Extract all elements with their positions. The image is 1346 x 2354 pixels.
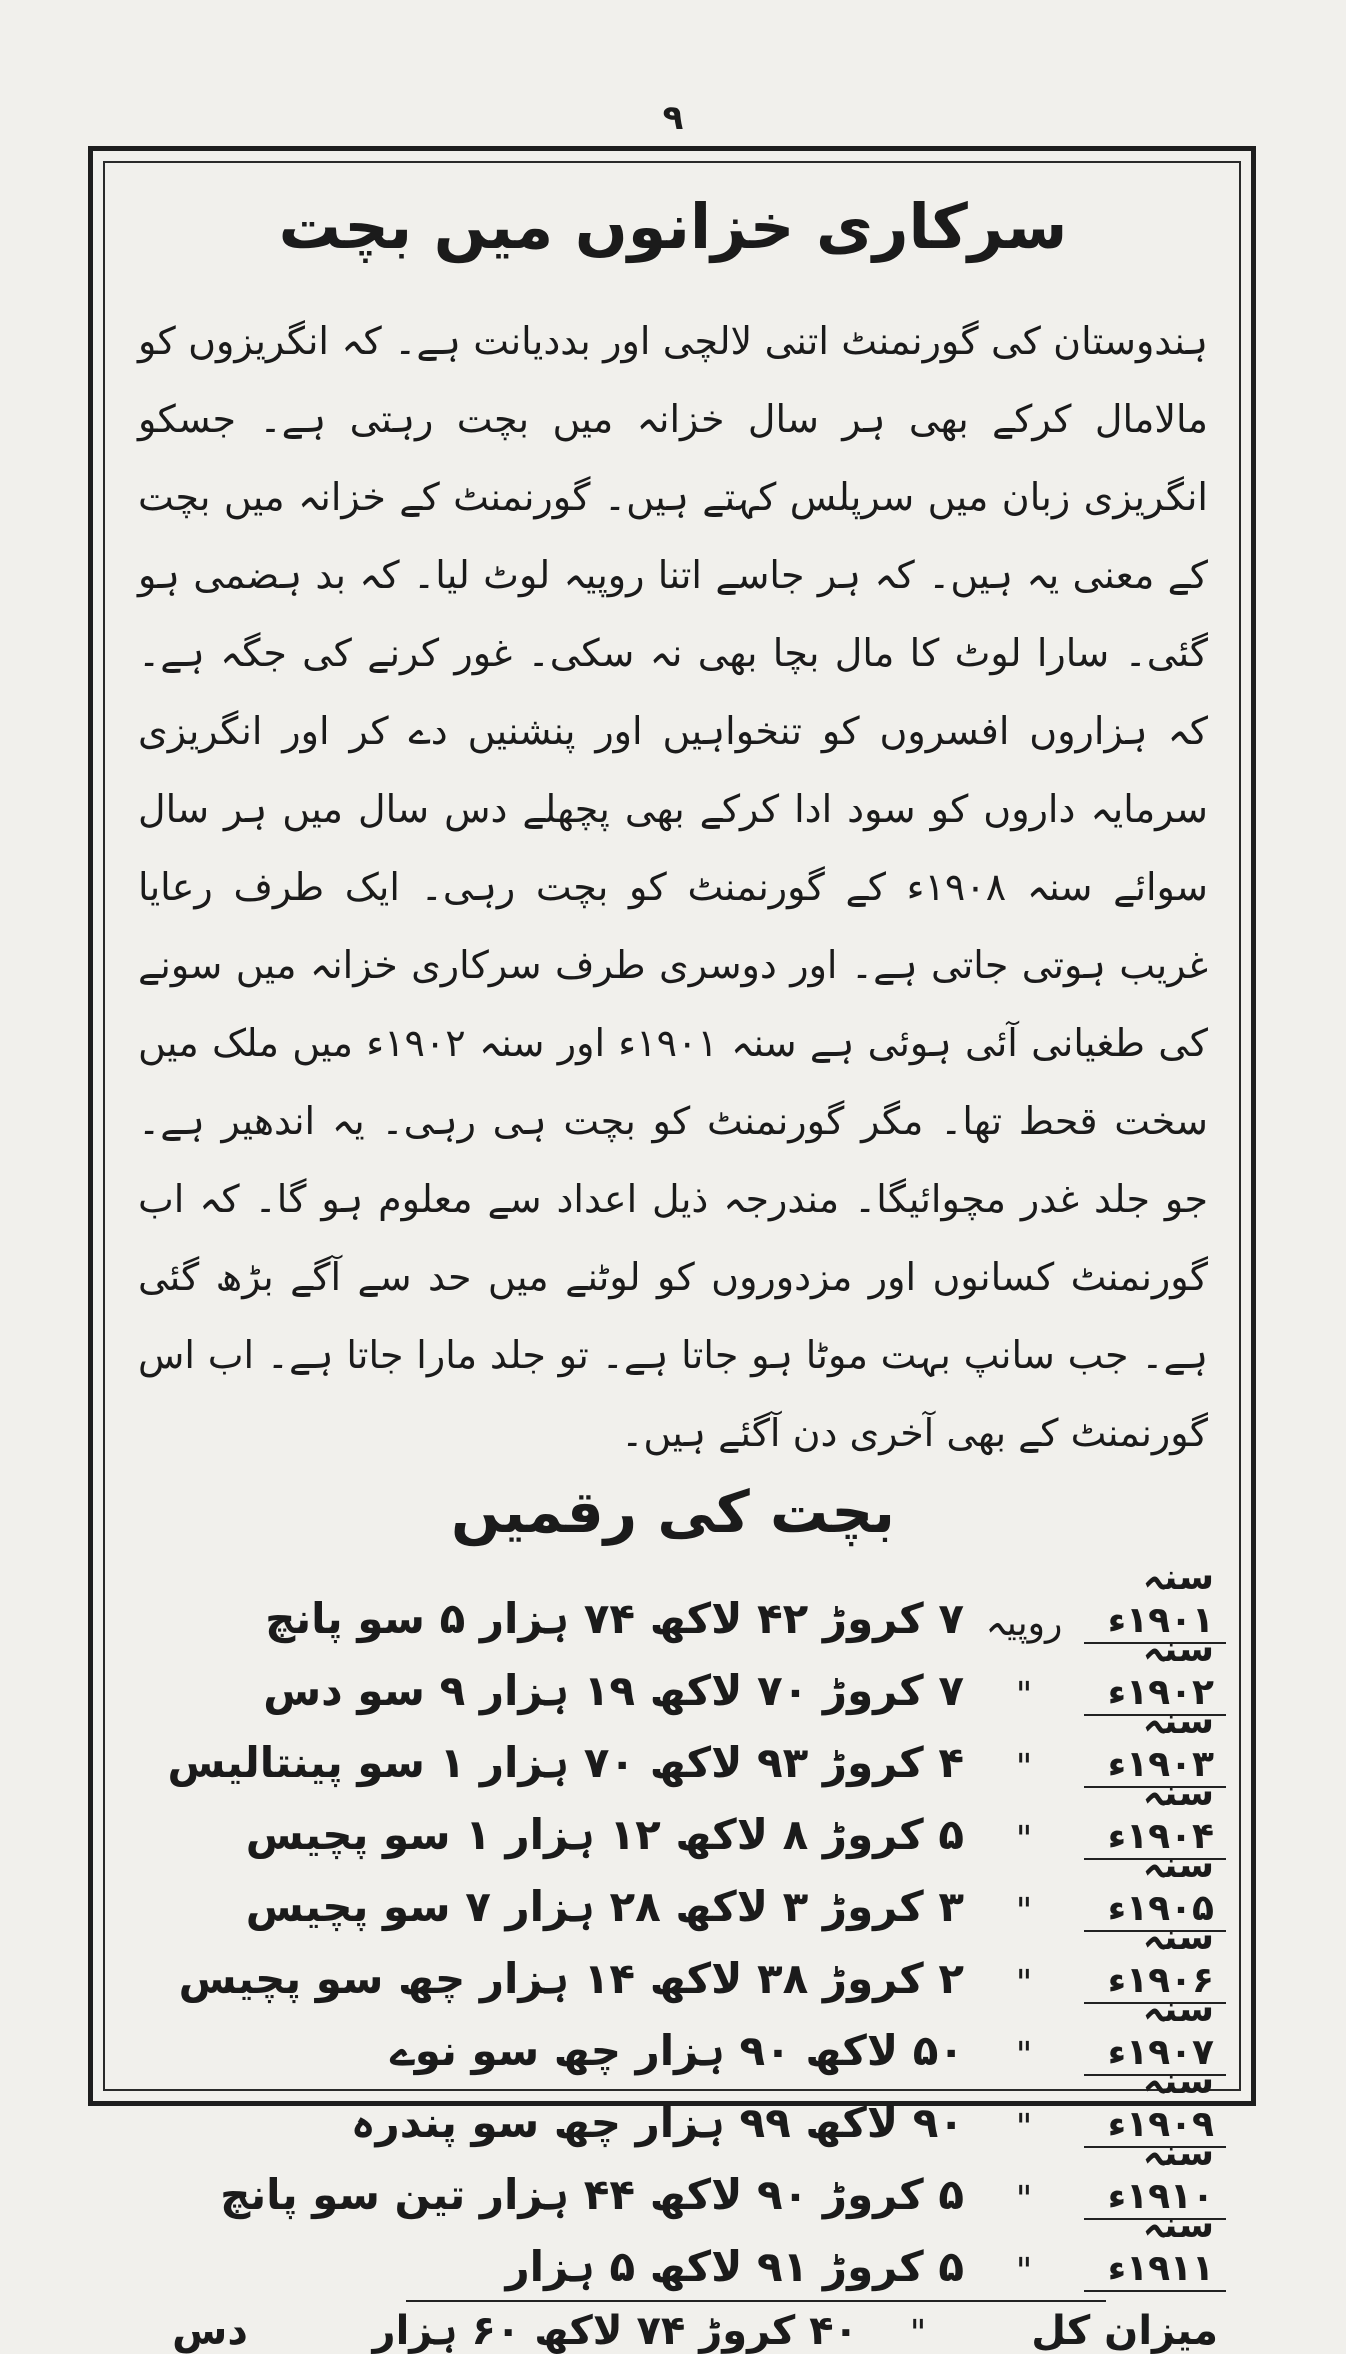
row-amount: ۳ کروڑ ۳ لاکھ ۲۸ ہزار ۷ سو پچیس — [245, 1881, 964, 1931]
row-amount: ۲ کروڑ ۳۸ لاکھ ۱۴ ہزار چھ سو پچیس — [178, 1953, 964, 2003]
body-paragraph: ہندوستان کی گورنمنٹ اتنی لالچی اور بددیانت ہے۔ کہ انگریزوں کو مالامال کرکے بھی ہر سال خزانہ میں بچت رہتی ہے۔ جسکو انگریزی زبان میں سرپلس کہتے ہیں۔ گورنمنٹ کے خزانہ میں بچت کے معنی یہ ہیں۔ کہ ہر جاسے اتنا روپیہ لوٹ لیا۔ کہ بد ہضمی ہو گئی۔ سارا لوٹ کا مال بچا بھی نہ سکی۔ غور کرنے کی جگہ ہے۔ کہ ہزاروں افسروں کو تنخواہیں اور پنشنیں دے کر اور انگریزی سرمایہ داروں کو سود ادا کرکے بھی پچھلے دس سال میں ہر سال سوائے سنہ ۱۹۰۸ء کے گورنمنٹ کو بچت رہی۔ ایک طرف رعایا غریب ہوتی جاتی ہے۔ اور دوسری طرف سرکاری خزانہ میں سونے کی طغیانی آئی ہوئی ہے سنہ ۱۹۰۱ء اور سنہ ۱۹۰۲ء میں ملک میں سخت قحط تھا۔ مگر گورنمنٹ کو بچت ہی رہی۔ یہ اندھیر ہے۔ جو جلد غدر مچوائیگا۔ مندرجہ ذیل اعداد سے معلوم ہو گا۔ کہ اب گورنمنٹ کسانوں اور مزدوروں کو لوٹنے میں حد سے آگے بڑھ گئی ہے۔ جب سانپ بہت موٹا ہو جاتا ہے۔ تو جلد مارا جاتا ہے۔ اب اس گورنمنٹ کے بھی آخری دن آگئے ہیں۔ — [138, 319, 1208, 1456]
page-title: سرکاری خزانوں میں بچت — [278, 190, 1068, 263]
row-year: سنہ ۱۹۰۷ء — [1084, 1988, 1226, 2076]
row-year: سنہ ۱۹۰۵ء — [1084, 1844, 1226, 1932]
row-amount: ۹۰ لاکھ ۹۹ ہزار چھ سو پندرہ — [350, 2097, 964, 2147]
row-mark: " — [1015, 1890, 1033, 1932]
row-mark: " — [1015, 2178, 1033, 2220]
table-row — [120, 1556, 1226, 1644]
page-number: ۹ — [662, 98, 684, 138]
table-row — [120, 2132, 1226, 2220]
row-year: سنہ ۱۹۰۱ء — [1084, 1556, 1226, 1644]
table-row — [120, 1844, 1226, 1932]
row-mark: " — [1015, 2106, 1033, 2148]
row-mark: " — [1015, 1818, 1033, 1860]
row-amount: ۵ کروڑ ۹۰ لاکھ ۴۴ ہزار تین سو پانچ — [220, 2169, 964, 2219]
row-amount: ۴ کروڑ ۹۳ لاکھ ۷۰ ہزار ۱ سو پینتالیس — [167, 1737, 964, 1787]
section-subtitle: بچت کی رقمیں — [451, 1478, 895, 1547]
total-mark: " — [909, 2312, 927, 2354]
row-mark: " — [1015, 1746, 1033, 1788]
row-mark: روپیہ — [985, 1602, 1063, 1644]
total-row — [120, 2308, 1226, 2354]
total-extra: دس — [172, 2307, 248, 2354]
row-year: سنہ ۱۹۱۰ء — [1084, 2132, 1226, 2220]
row-mark: " — [1015, 2250, 1033, 2292]
row-amount: ۷ کروڑ ۴۲ لاکھ ۷۴ ہزار ۵ سو پانچ — [265, 1593, 964, 1643]
row-year: سنہ ۱۹۰۳ء — [1084, 1700, 1226, 1788]
row-mark: " — [1015, 1962, 1033, 2004]
total-label: میزان کل — [1031, 2307, 1218, 2354]
table-row — [120, 1628, 1226, 1716]
page-content — [120, 170, 1226, 2354]
row-amount: ۷ کروڑ ۷۰ لاکھ ۱۹ ہزار ۹ سو دس — [263, 1665, 964, 1715]
table-row — [120, 1988, 1226, 2076]
row-amount: ۵۰ لاکھ ۹۰ ہزار چھ سو نوے — [390, 2025, 964, 2075]
row-year: سنہ ۱۹۰۹ء — [1084, 2060, 1226, 2148]
table-row — [120, 1916, 1226, 2004]
table-row — [120, 2204, 1226, 2292]
total-divider — [406, 2300, 1106, 2302]
table-row — [120, 1700, 1226, 1788]
table-row — [120, 1772, 1226, 1860]
table-row — [120, 2060, 1226, 2148]
savings-table — [120, 1556, 1226, 2354]
row-year: سنہ ۱۹۰۴ء — [1084, 1772, 1226, 1860]
total-amount: ۴۰ کروڑ ۷۴ لاکھ ۶۰ ہزار — [372, 2307, 858, 2354]
row-mark: " — [1015, 1674, 1033, 1716]
row-year: سنہ ۱۹۰۶ء — [1084, 1916, 1226, 2004]
row-year: سنہ ۱۹۱۱ء — [1084, 2204, 1226, 2292]
row-year: سنہ ۱۹۰۲ء — [1084, 1628, 1226, 1716]
row-mark: " — [1015, 2034, 1033, 2076]
row-amount: ۵ کروڑ ۹۱ لاکھ ۵ ہزار — [505, 2241, 964, 2291]
row-amount: ۵ کروڑ ۸ لاکھ ۱۲ ہزار ۱ سو پچیس — [245, 1809, 964, 1859]
